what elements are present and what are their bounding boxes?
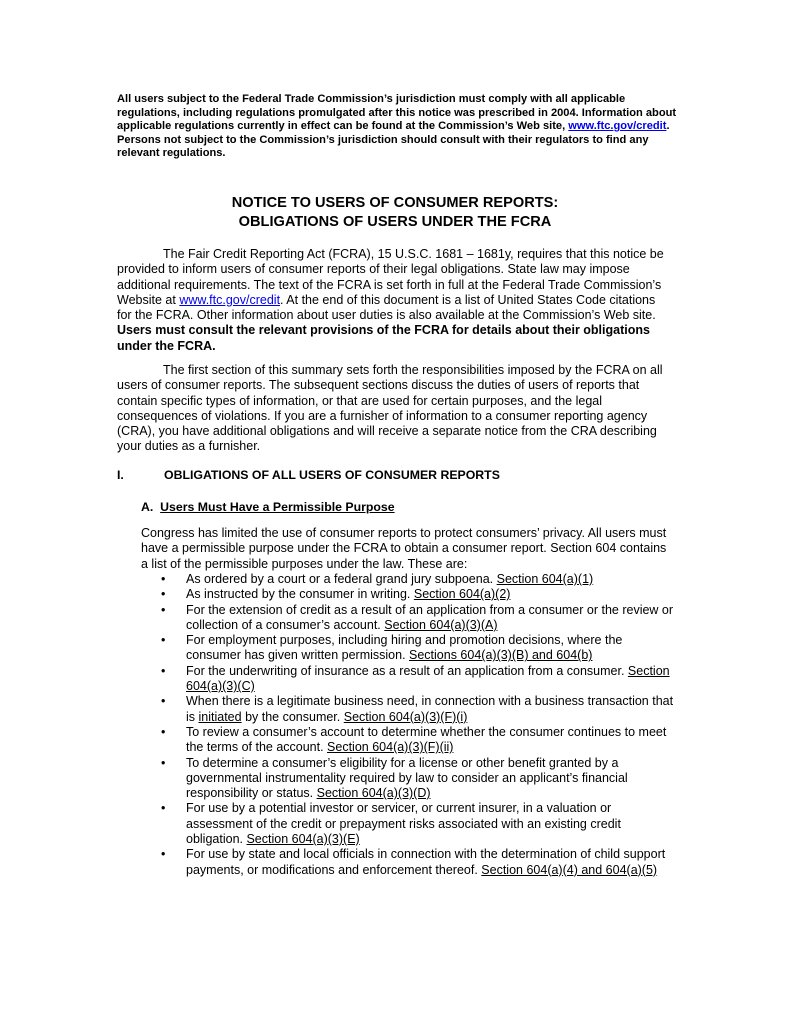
subsection-a-heading: [141, 500, 395, 514]
intro-ftc-link[interactable]: www.ftc.gov/credit: [179, 292, 281, 307]
bullet-icon: •: [161, 602, 166, 617]
list-item-text: For employment purposes, including hiring and promotion decisions, where the consumer has given written permission.: [186, 633, 623, 663]
list-item-text: As ordered by a court or a federal grand jury subpoena.: [186, 572, 497, 586]
list-item: [141, 847, 677, 878]
list-item-text-cont: by the consumer.: [241, 709, 344, 724]
section-citation: Section 604(a)(3)(C): [186, 663, 670, 694]
section-citation: Section 604(a)(3)(F)(ii): [327, 740, 454, 755]
list-item-text: To review a consumer’s account to determine whether the consumer continues to meet the terms of the account.: [186, 724, 667, 755]
list-item: [141, 633, 677, 664]
list-item: [141, 756, 677, 802]
list-item-text: For the extension of credit as a result of an application from a consumer or the review or collection of a consumer’s account.: [186, 602, 674, 632]
bullet-icon: •: [161, 694, 166, 709]
notice-text-cont: . Persons not subject to the Commission’s jurisdiction should consult with their regulators to find any relevant regulations.: [117, 120, 670, 160]
summary-text: The first section of this summary sets forth the responsibilities imposed by the FCRA on all users of consumer reports. The subsequent sections discuss the duties of users of reports that contain specific types of information, or that are used for certain purposes, and the legal consequences of violations. If you are a furnisher of information to a consumer reporting agency (CRA), you have additional obligations and will receive a separate notice from the CRA describing your duties as a furnisher.: [117, 363, 663, 454]
list-item-text: For the underwriting of insurance as a result of an application from a consumer.: [186, 663, 628, 678]
subsection-a-letter: A.: [141, 500, 154, 514]
intro-paragraph: [117, 247, 671, 354]
bullet-icon: •: [161, 663, 166, 678]
title-line-2: OBLIGATIONS OF USERS UNDER THE FCRA: [238, 214, 552, 230]
bullet-icon: •: [161, 633, 166, 648]
list-item-text: When there is a legitimate business need, in connection with a business transaction that is: [186, 694, 674, 724]
section-citation: Section 604(a)(3)(E): [246, 832, 360, 847]
list-item-text: As instructed by the consumer in writing.: [186, 587, 414, 602]
list-item: [141, 725, 677, 756]
section-citation: Section 604(a)(3)(A): [384, 617, 498, 632]
intro-bold-text: Users must consult the relevant provisions of the FCRA for details about their obligations under the FCRA.: [117, 323, 650, 353]
notice-text: All users subject to the Federal Trade Commission’s jurisdiction must comply with all applicable regulations, including regulations promulgated after this notice was prescribed in 2004. Information about applicable regulations currently in effect can be found at the Commission’s Web site,: [117, 93, 677, 133]
permissible-purposes-list: [141, 572, 677, 878]
list-item: [141, 694, 677, 725]
bullet-icon: •: [161, 755, 166, 770]
list-item: [141, 572, 677, 587]
list-item: [141, 587, 677, 602]
list-item: [141, 603, 677, 634]
bullet-icon: •: [161, 572, 166, 586]
bullet-icon: •: [161, 847, 166, 862]
list-item-text: For use by state and local officials in connection with the determination of child support payments, or modifications and enforcement thereof.: [186, 847, 666, 877]
section-citation: Section 604(a)(4) and 604(a)(5): [481, 862, 658, 877]
ftc-credit-link[interactable]: www.ftc.gov/credit: [568, 120, 667, 133]
intro-text: The Fair Credit Reporting Act (FCRA), 15 U.S.C. 1681 – 1681y, requires that this notice be provided to inform users of consumer reports of their legal obligations. State law may impose additional requirements. The text of the FCRA is set forth in full at the Federal Trade Commission’s Website at: [117, 247, 664, 307]
document-title: [117, 194, 673, 232]
applicability-notice: [117, 93, 677, 161]
subsection-a-title: Users Must Have a Permissible Purpose: [160, 500, 395, 514]
section-citation: Section 604(a)(1): [496, 572, 594, 586]
bullet-icon: •: [161, 724, 166, 739]
intro-text-cont: . At the end of this document is a list of United States Code citations for the FCRA. Other information about user duties is also available at the Commission’s Web site.: [117, 292, 656, 323]
list-item-text: For use by a potential investor or servicer, or current insurer, in a valuation or assessment of the credit or prepayment risks associated with an existing credit obligation.: [186, 801, 621, 847]
permissible-purpose-intro: Congress has limited the use of consumer reports to protect consumers’ privacy. All users must have a permissible purpose under the FCRA to obtain a consumer report. Section 604 contains a list of the permissible purposes under the law. These are:: [141, 526, 667, 571]
summary-paragraph: [117, 363, 671, 455]
section-1-heading: OBLIGATIONS OF ALL USERS OF CONSUMER REPORTS: [164, 468, 500, 482]
section-1-number: I.: [117, 468, 124, 482]
section-citation: Section 604(a)(3)(F)(i): [343, 709, 468, 724]
bullet-icon: •: [161, 587, 166, 602]
bullet-icon: •: [161, 801, 166, 816]
section-citation: Sections 604(a)(3)(B) and 604(b): [409, 648, 593, 663]
section-citation: Section 604(a)(3)(D): [316, 786, 431, 801]
list-item: [141, 801, 677, 847]
section-citation: Section 604(a)(2): [413, 587, 511, 602]
list-item-text: To determine a consumer’s eligibility for a license or other benefit granted by a governmental instrumentality required by law to consider an applicant’s financial responsibility or status.: [186, 755, 628, 801]
list-item: [141, 664, 677, 695]
title-line-1: NOTICE TO USERS OF CONSUMER REPORTS:: [231, 195, 559, 211]
emphasized-word: initiated: [198, 709, 242, 724]
